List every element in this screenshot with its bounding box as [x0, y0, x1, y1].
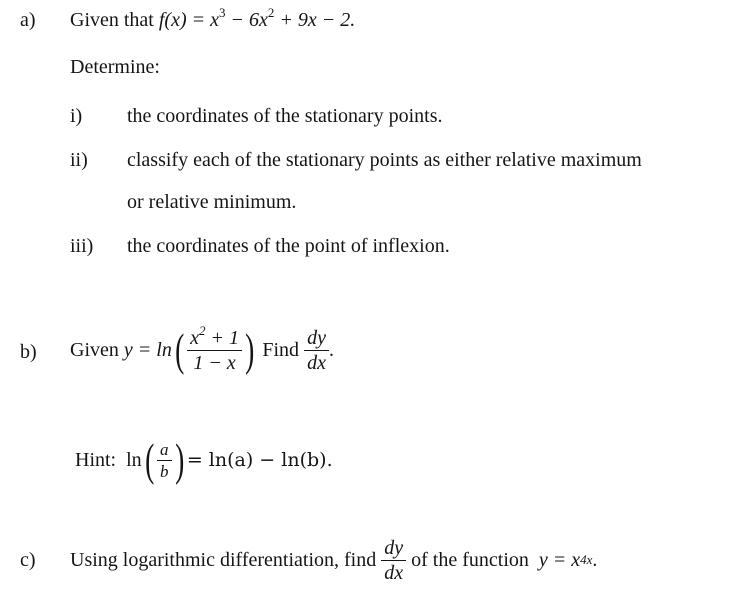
- hint: [75, 430, 333, 490]
- fraction-numerator: [187, 322, 242, 351]
- find-label: Find: [262, 339, 300, 361]
- y-equals-ln: y = ln: [123, 339, 172, 361]
- item-iii-text: the coordinates of the point of inflexion.: [127, 235, 450, 257]
- part-a-statement: [70, 5, 356, 31]
- item-ii-number: ii): [70, 149, 88, 171]
- fraction-denominator: 1 − x: [193, 351, 236, 374]
- exponent-2: 2: [267, 5, 275, 20]
- part-b-period: .: [328, 339, 334, 361]
- function-lhs: f(x) = x: [158, 9, 220, 31]
- part-a-label: a): [20, 9, 36, 31]
- part-c-dx: dx: [384, 561, 404, 584]
- log-argument-fraction: [187, 322, 242, 374]
- part-c-label: c): [20, 549, 36, 571]
- function-rest: + 9x − 2.: [274, 9, 356, 31]
- item-ii-text: classify each of the stationary points as either relative maximum: [127, 149, 642, 171]
- hint-fraction: [157, 441, 172, 480]
- part-c-dy: dy: [381, 538, 406, 561]
- part-c-text: Using logarithmic differentiation, find: [70, 549, 377, 571]
- part-b-statement: [70, 320, 334, 380]
- derivative-numerator: dy: [304, 328, 329, 351]
- left-paren: (: [174, 324, 185, 375]
- numerator-exponent: 2: [199, 322, 206, 338]
- hint-rhs: = ln(a) − ln(b).: [186, 448, 333, 471]
- numerator-x: x: [190, 326, 200, 349]
- part-c-of-text: of the function: [411, 549, 529, 571]
- part-c-y-eq: y = x: [538, 549, 581, 571]
- hint-ln: ln: [126, 449, 142, 471]
- function-term-6x: − 6x: [225, 9, 268, 31]
- hint-numerator: a: [157, 441, 172, 461]
- item-ii-text-continued: or relative minimum.: [127, 191, 297, 213]
- part-c-period: .: [592, 549, 598, 571]
- part-b-given: Given: [70, 339, 119, 361]
- numerator-plus-one: + 1: [205, 326, 240, 349]
- part-c-statement: Using logarithmic differentiation, find $\frac{dy}{dx}$ of the function y = x 4x .: [70, 536, 598, 584]
- right-paren: ): [245, 324, 255, 375]
- part-c-derivative-fraction: [381, 538, 406, 583]
- item-i-text: the coordinates of the stationary points.: [127, 105, 443, 127]
- exponent-3: 3: [219, 5, 226, 20]
- hint-denominator: b: [160, 461, 169, 481]
- derivative-fraction: [304, 328, 329, 373]
- hint-left-paren: (: [144, 434, 154, 485]
- item-i-number: i): [70, 105, 83, 127]
- hint-right-paren: ): [174, 434, 184, 485]
- item-iii-number: iii): [70, 235, 94, 257]
- determine-heading: Determine:: [70, 56, 160, 78]
- part-b-label: b): [20, 341, 37, 363]
- derivative-denominator: dx: [307, 351, 326, 374]
- part-a-intro: Given that: [70, 9, 159, 31]
- hint-label: Hint:: [75, 449, 117, 471]
